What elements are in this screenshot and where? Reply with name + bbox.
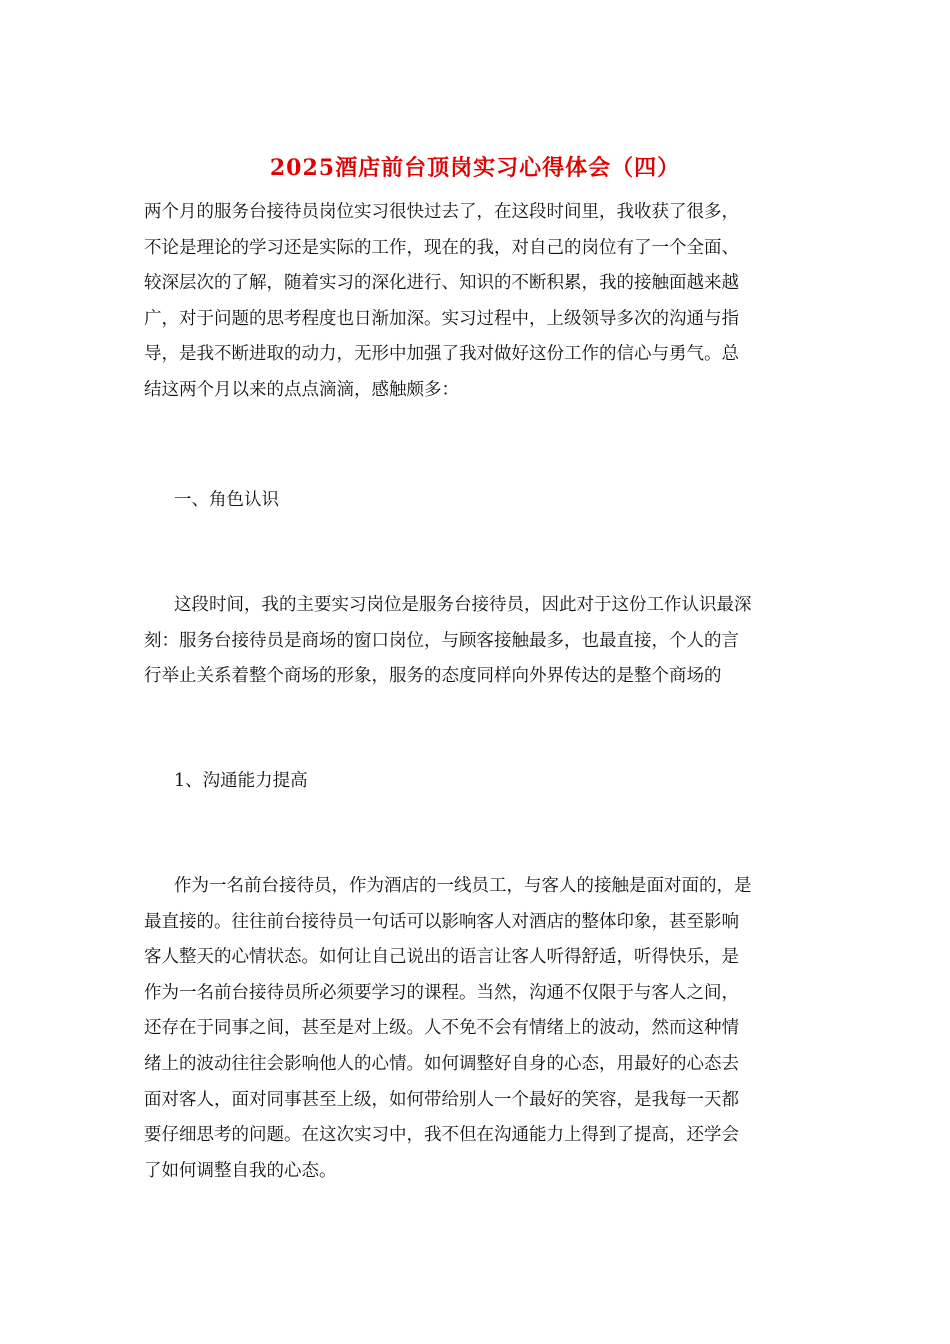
intro-paragraph: [144, 195, 808, 409]
paragraph-line: 绪上的波动往往会影响他人的心情。如何调整好自身的心态，用最好的心态去: [144, 1053, 739, 1074]
paragraph-line: 刻：服务台接待员是商场的窗口岗位，与顾客接触最多，也最直接，个人的言: [144, 630, 739, 651]
subsection-heading-text: 1、沟通能力提高: [174, 771, 308, 791]
paragraph-line: 面对客人，面对同事甚至上级，如何带给别人一个最好的笑容，是我每一天都: [144, 1089, 739, 1110]
paragraph-line: 不论是理论的学习还是实际的工作，现在的我，对自己的岗位有了一个全面、: [144, 237, 739, 258]
paragraph-line: 较深层次的了解，随着实习的深化进行、知识的不断积累，我的接触面越来越: [144, 273, 739, 294]
paragraph-line: 导，是我不断进取的动力，无形中加强了我对做好这份工作的信心与勇气。总: [144, 344, 739, 365]
paragraph-line: 结这两个月以来的点点滴滴，感触颇多：: [144, 379, 459, 400]
paragraph-line: 作为一名前台接待员所必须要学习的课程。当然，沟通不仅限于与客人之间，: [144, 982, 739, 1003]
paragraph-line: 了如何调整自我的心态。: [144, 1160, 337, 1181]
role-paragraph: [144, 588, 808, 695]
communication-paragraph: [144, 869, 808, 1189]
paragraph-line: 客人整天的心情状态。如何让自己说出的语言让客人听得舒适，听得快乐，是: [144, 947, 739, 968]
section-heading-text: 一、角色认识: [174, 490, 279, 510]
paragraph-line: 两个月的服务台接待员岗位实习很快过去了，在这段时间里，我收获了很多，: [144, 202, 739, 222]
paragraph-line: 这段时间，我的主要实习岗位是服务台接待员，因此对于这份工作认识最深: [174, 595, 752, 615]
paragraph-line: 行举止关系着整个商场的形象，服务的态度同样向外界传达的是整个商场的: [144, 666, 722, 687]
subsection-heading-communication: [144, 764, 808, 800]
section-heading-role: [144, 483, 808, 519]
paragraph-line: 作为一名前台接待员，作为酒店的一线员工，与客人的接触是面对面的，是: [174, 876, 752, 896]
document-title: 2025酒店前台顶岗实习心得体会（四）: [269, 155, 681, 181]
paragraph-line: 广，对于问题的思考程度也日渐加深。实习过程中，上级领导多次的沟通与指: [144, 308, 739, 329]
paragraph-line: 最直接的。往往前台接待员一句话可以影响客人对酒店的整体印象，甚至影响: [144, 911, 739, 932]
paragraph-line: 还存在于同事之间，甚至是对上级。人不免不会有情绪上的波动，然而这种情: [144, 1018, 739, 1039]
paragraph-line: 要仔细思考的问题。在这次实习中，我不但在沟通能力上得到了提高，还学会: [144, 1125, 739, 1146]
